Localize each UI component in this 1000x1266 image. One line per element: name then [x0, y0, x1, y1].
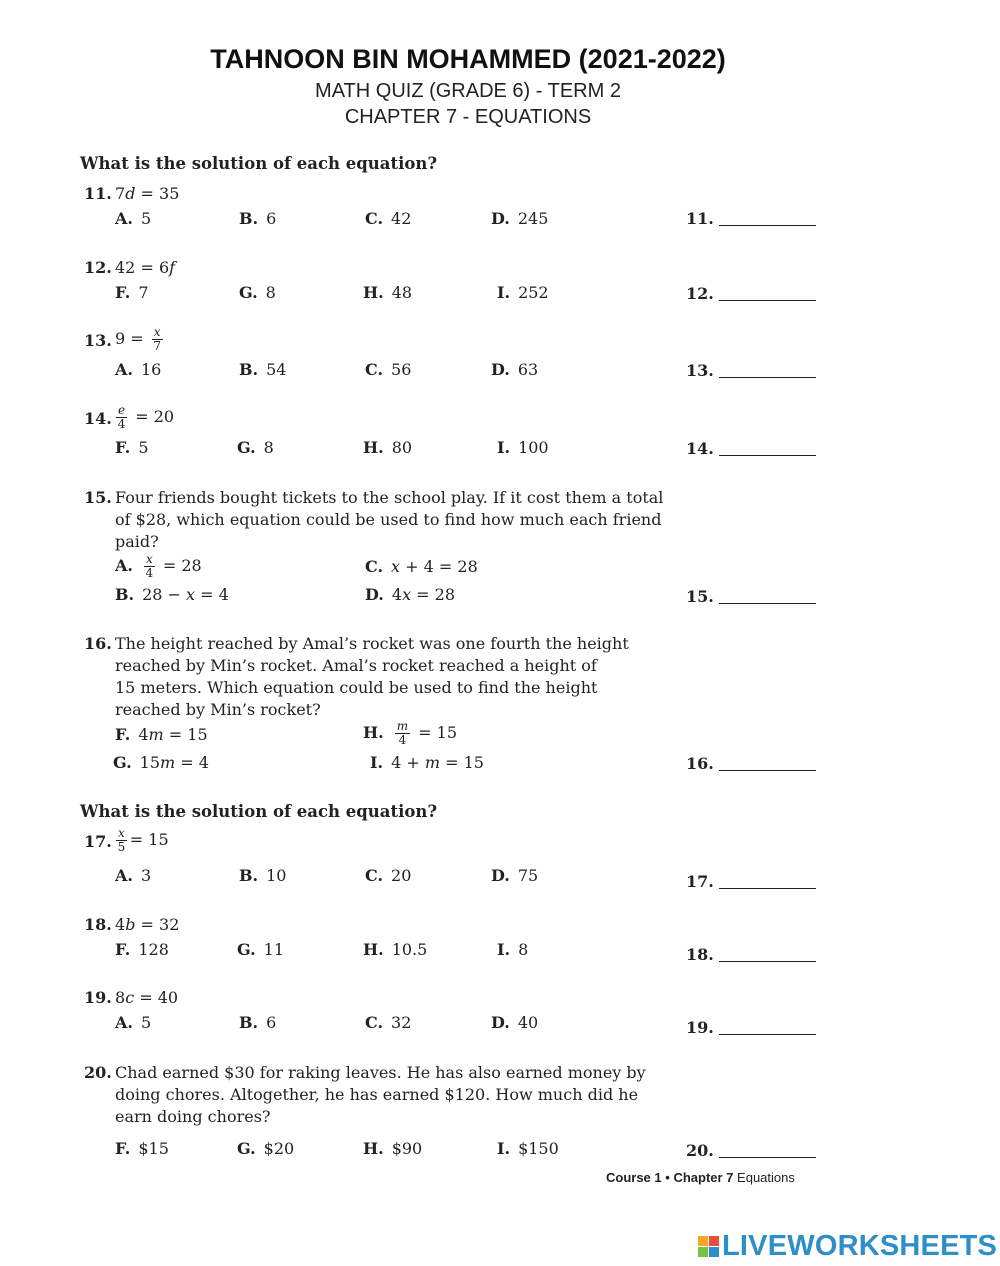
logo-text: LIVEWORKSHEETS	[722, 1230, 998, 1262]
option: G. 8	[237, 438, 274, 457]
option-a: A. $\frac{x}{4}$ = 28	[115, 552, 202, 580]
option: F. 128	[115, 940, 169, 959]
option: B. 54	[239, 360, 287, 379]
option: I. 8	[497, 940, 529, 959]
option: D. 245	[491, 209, 549, 228]
option-f: F. 4m = 15	[115, 725, 208, 744]
page-footer: Course 1 • Chapter 7 Equations	[606, 1170, 795, 1185]
option: I. $150	[497, 1139, 559, 1158]
question-equation: $\frac{e}{4}$ = 20	[117, 403, 175, 431]
answer-blank[interactable]: 12.	[686, 284, 816, 303]
question-number: 11.	[84, 184, 112, 203]
option: C. 56	[365, 360, 412, 379]
option: A. 5	[115, 209, 152, 228]
question-equation: $\frac{x}{5}$ = 15	[117, 826, 169, 854]
question-number: 19.	[84, 988, 112, 1007]
option: C. 32	[365, 1013, 412, 1032]
question-text: Chad earned $30 for raking leaves. He has also earned money by doing chores. Altogether, he has earned $120. How much did he earn doing chores?	[115, 1063, 646, 1126]
worksheet-title: TAHNOON BIN MOHAMMED (2021-2022)	[210, 44, 726, 74]
option: I. 252	[497, 283, 549, 302]
question-number: 17.	[84, 832, 112, 851]
option-d: D. 4x = 28	[365, 585, 456, 604]
question-number: 20.	[84, 1063, 112, 1082]
option: D. 75	[491, 866, 539, 885]
option: F. 7	[115, 283, 149, 302]
question-number: 12.	[84, 258, 112, 277]
option: A. 5	[115, 1013, 152, 1032]
answer-blank[interactable]: 18.	[686, 945, 816, 964]
option: D. 63	[491, 360, 539, 379]
answer-blank[interactable]: 15.	[686, 587, 816, 606]
chapter-title: CHAPTER 7 - EQUATIONS	[344, 106, 592, 128]
question-number: 14.	[84, 409, 112, 428]
option: B. 6	[239, 1013, 277, 1032]
option: I. 100	[497, 438, 549, 457]
option: F. 5	[115, 438, 149, 457]
instruction-heading: What is the solution of each equation?	[80, 802, 438, 821]
option-g: G. 15m = 4	[113, 753, 209, 772]
option: B. 6	[239, 209, 277, 228]
option-c: C. x + 4 = 28	[365, 557, 478, 576]
answer-blank[interactable]: 19.	[686, 1018, 816, 1037]
question-text: The height reached by Amal’s rocket was one fourth the height reached by Min’s rocket. Amal’s rocket reached a height of 15 meters. Which equation could be used to find the height reached by Min’s rocket?	[115, 634, 629, 719]
question-equation: 42 = 6f	[115, 258, 176, 277]
question-equation: 8c = 40	[115, 988, 179, 1007]
option: A. 3	[115, 866, 152, 885]
option: D. 40	[491, 1013, 539, 1032]
question-equation: 4b = 32	[115, 915, 180, 934]
answer-blank[interactable]: 17.	[686, 872, 816, 891]
liveworksheets-logo	[698, 1230, 997, 1263]
question-text: Four friends bought tickets to the school play. If it cost them a total of $28, which equation could be used to find how much each friend paid?	[115, 488, 664, 551]
logo-icon	[698, 1236, 719, 1257]
option: A. 16	[115, 360, 162, 379]
question-number: 16.	[84, 634, 112, 653]
answer-blank[interactable]: 11.	[686, 209, 816, 228]
option: H. 48	[363, 283, 413, 302]
instruction-heading: What is the solution of each equation?	[80, 154, 438, 173]
option-i: I. 4 + m = 15	[370, 753, 484, 772]
option: H. $90	[363, 1139, 423, 1158]
option: H. 10.5	[363, 940, 428, 959]
option-h: H. $\frac{m}{4}$ = 15	[363, 719, 458, 747]
option: G. 8	[239, 283, 276, 302]
option: C. 20	[365, 866, 412, 885]
question-equation: 9 = $\frac{x}{7}$	[115, 325, 161, 353]
question-number: 15.	[84, 488, 112, 507]
question-number: 13.	[84, 331, 112, 350]
option: H. 80	[363, 438, 413, 457]
answer-blank[interactable]: 16.	[686, 754, 816, 773]
worksheet-subtitle: MATH QUIZ (GRADE 6) - TERM 2	[315, 80, 621, 102]
option: B. 10	[239, 866, 287, 885]
answer-blank[interactable]: 20.	[686, 1141, 816, 1160]
option-b: B. 28 − x = 4	[115, 585, 229, 604]
option: F. $15	[115, 1139, 169, 1158]
answer-blank[interactable]: 13.	[686, 361, 816, 380]
question-number: 18.	[84, 915, 112, 934]
option: G. 11	[237, 940, 285, 959]
option: G. $20	[237, 1139, 295, 1158]
answer-blank[interactable]: 14.	[686, 439, 816, 458]
question-equation: 7d = 35	[115, 184, 180, 203]
option: C. 42	[365, 209, 412, 228]
